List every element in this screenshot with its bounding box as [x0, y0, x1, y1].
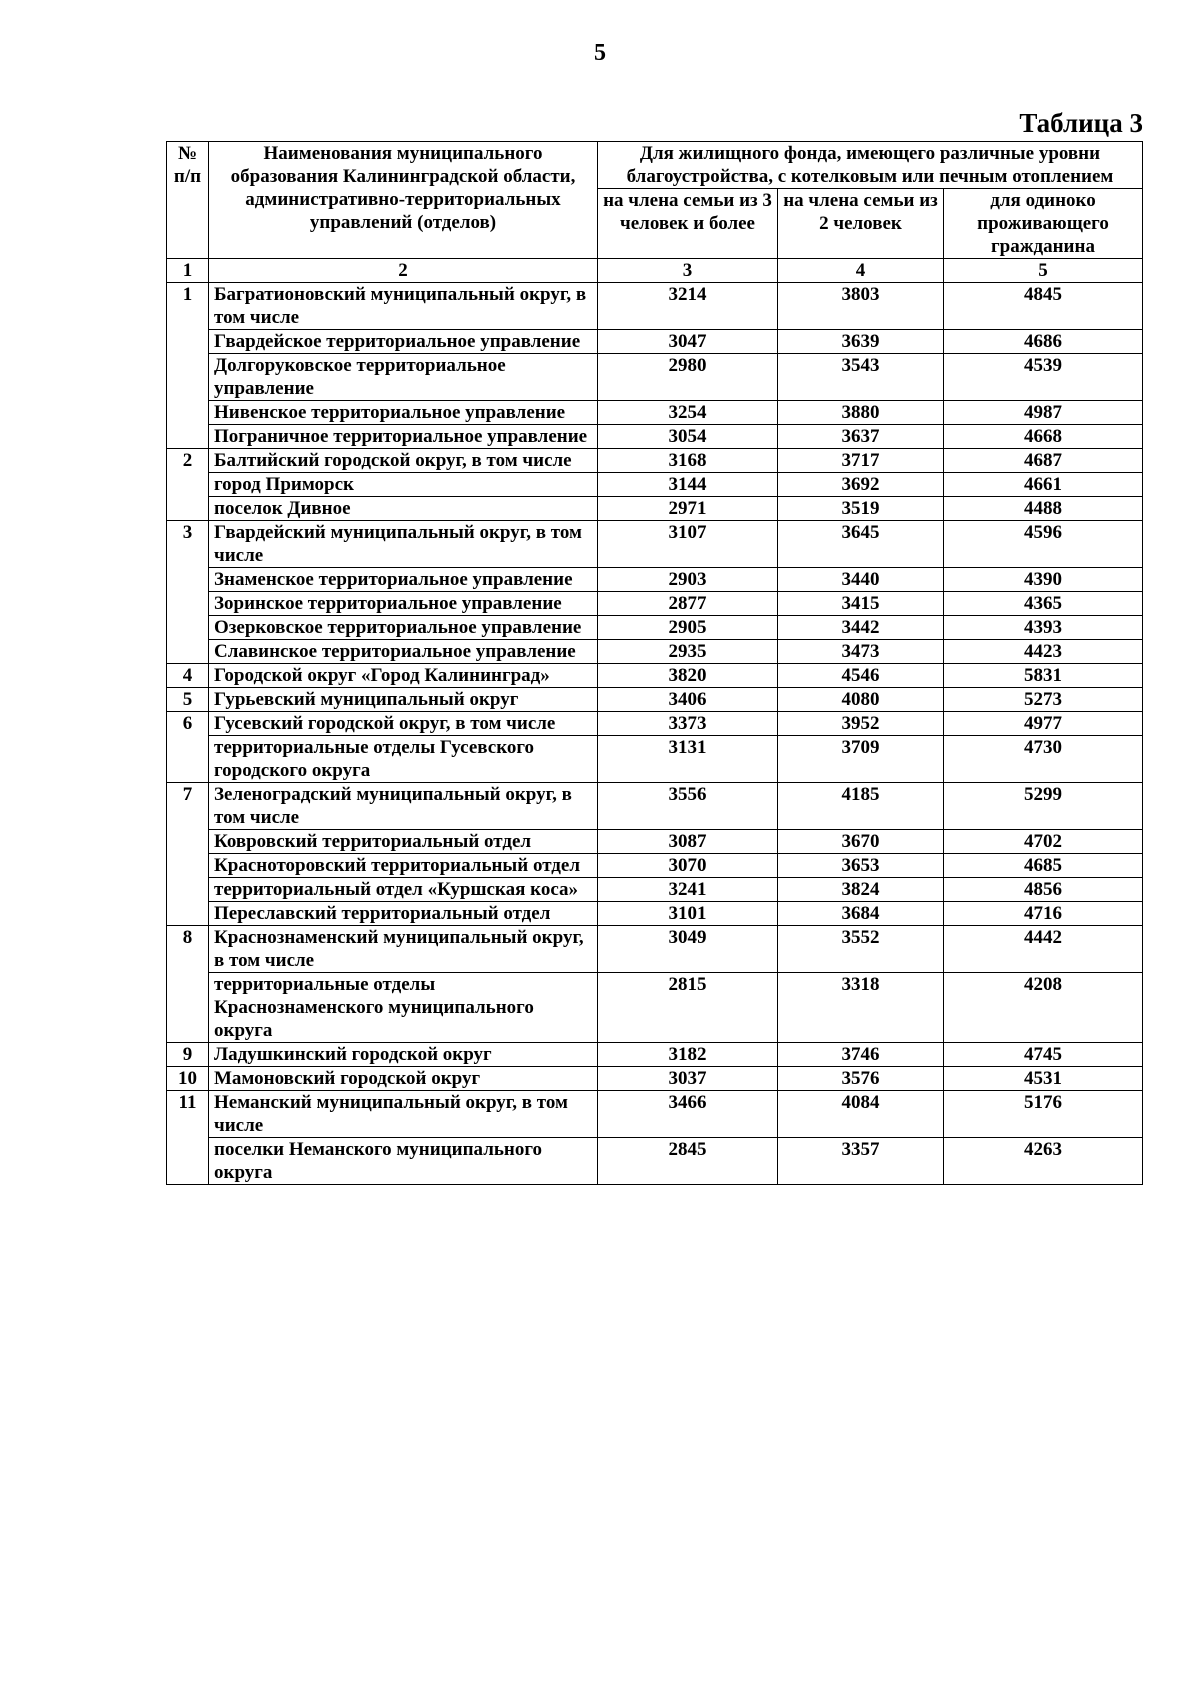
value-family-3plus: 3101 — [598, 902, 778, 926]
tariff-table — [166, 141, 1143, 1185]
value-family-3plus: 3214 — [598, 283, 778, 330]
row-number: 8 — [167, 926, 209, 1043]
municipality-name: Озерковское территориальное управление — [209, 616, 598, 640]
municipality-name: Зеленоградский муниципальный округ, в том числе — [209, 783, 598, 830]
value-single: 4488 — [944, 497, 1143, 521]
header-col3: на члена семьи из 3 человек и более — [598, 189, 778, 259]
value-family-2: 3692 — [778, 473, 944, 497]
row-number: 1 — [167, 283, 209, 449]
value-family-3plus: 3107 — [598, 521, 778, 568]
table-row — [167, 1138, 1143, 1185]
table-row — [167, 712, 1143, 736]
header-col5: для одиноко проживающего гражданина — [944, 189, 1143, 259]
value-single: 4977 — [944, 712, 1143, 736]
table-row — [167, 616, 1143, 640]
table-row — [167, 854, 1143, 878]
value-family-2: 4080 — [778, 688, 944, 712]
municipality-name: Нивенское территориальное управление — [209, 401, 598, 425]
value-family-3plus: 3820 — [598, 664, 778, 688]
value-family-3plus: 3047 — [598, 330, 778, 354]
value-single: 4661 — [944, 473, 1143, 497]
value-family-2: 3645 — [778, 521, 944, 568]
row-number: 9 — [167, 1043, 209, 1067]
value-family-3plus: 2903 — [598, 568, 778, 592]
table-row — [167, 878, 1143, 902]
column-number: 3 — [598, 259, 778, 283]
value-single: 4442 — [944, 926, 1143, 973]
value-family-3plus: 2845 — [598, 1138, 778, 1185]
municipality-name: поселок Дивное — [209, 497, 598, 521]
table-row — [167, 830, 1143, 854]
row-number: 11 — [167, 1091, 209, 1185]
value-family-3plus: 2877 — [598, 592, 778, 616]
value-family-2: 3576 — [778, 1067, 944, 1091]
table-row — [167, 902, 1143, 926]
value-single: 4745 — [944, 1043, 1143, 1067]
table-row — [167, 926, 1143, 973]
table-row — [167, 330, 1143, 354]
municipality-name: Знаменское территориальное управление — [209, 568, 598, 592]
municipality-name: территориальные отделы Гусевского городского округа — [209, 736, 598, 783]
value-single: 4208 — [944, 973, 1143, 1043]
municipality-name: Ковровский территориальный отдел — [209, 830, 598, 854]
value-family-2: 3637 — [778, 425, 944, 449]
value-family-2: 3717 — [778, 449, 944, 473]
value-family-2: 3746 — [778, 1043, 944, 1067]
column-number: 2 — [209, 259, 598, 283]
municipality-name: территориальные отделы Краснознаменского муниципального округа — [209, 973, 598, 1043]
value-single: 4685 — [944, 854, 1143, 878]
municipality-name: Гурьевский муниципальный округ — [209, 688, 598, 712]
value-single: 4845 — [944, 283, 1143, 330]
municipality-name: Пограничное территориальное управление — [209, 425, 598, 449]
municipality-name: Зоринское территориальное управление — [209, 592, 598, 616]
municipality-name: поселки Неманского муниципального округа — [209, 1138, 598, 1185]
table-row — [167, 568, 1143, 592]
municipality-name: Мамоновский городской округ — [209, 1067, 598, 1091]
column-number: 5 — [944, 259, 1143, 283]
value-family-2: 4185 — [778, 783, 944, 830]
row-number: 5 — [167, 688, 209, 712]
value-family-3plus: 3182 — [598, 1043, 778, 1067]
value-family-3plus: 3556 — [598, 783, 778, 830]
value-single: 4716 — [944, 902, 1143, 926]
value-family-3plus: 3054 — [598, 425, 778, 449]
value-family-3plus: 3406 — [598, 688, 778, 712]
header-name: Наименования муниципального образования Калининградской области, административно-территориальных управлений (отделов) — [209, 142, 598, 259]
value-family-2: 3880 — [778, 401, 944, 425]
value-single: 4856 — [944, 878, 1143, 902]
table-row — [167, 1091, 1143, 1138]
value-single: 4702 — [944, 830, 1143, 854]
value-family-3plus: 2815 — [598, 973, 778, 1043]
municipality-name: Славинское территориальное управление — [209, 640, 598, 664]
row-number: 10 — [167, 1067, 209, 1091]
value-family-2: 3653 — [778, 854, 944, 878]
table-caption: Таблица 3 — [1019, 108, 1143, 138]
value-family-2: 4546 — [778, 664, 944, 688]
table-row — [167, 783, 1143, 830]
value-single: 4687 — [944, 449, 1143, 473]
municipality-name: Неманский муниципальный округ, в том числе — [209, 1091, 598, 1138]
value-family-3plus: 3144 — [598, 473, 778, 497]
value-single: 4423 — [944, 640, 1143, 664]
municipality-name: Переславский территориальный отдел — [209, 902, 598, 926]
municipality-name: Багратионовский муниципальный округ, в том числе — [209, 283, 598, 330]
row-number: 7 — [167, 783, 209, 926]
value-family-2: 3824 — [778, 878, 944, 902]
row-number: 4 — [167, 664, 209, 688]
municipality-name: территориальный отдел «Куршская коса» — [209, 878, 598, 902]
value-family-2: 3318 — [778, 973, 944, 1043]
value-single: 4531 — [944, 1067, 1143, 1091]
municipality-name: Ладушкинский городской округ — [209, 1043, 598, 1067]
table-row — [167, 736, 1143, 783]
value-single: 4596 — [944, 521, 1143, 568]
value-family-3plus: 3254 — [598, 401, 778, 425]
value-family-3plus: 3087 — [598, 830, 778, 854]
value-family-3plus: 3037 — [598, 1067, 778, 1091]
value-family-2: 3519 — [778, 497, 944, 521]
value-single: 5299 — [944, 783, 1143, 830]
municipality-name: город Приморск — [209, 473, 598, 497]
municipality-name: Балтийский городской округ, в том числе — [209, 449, 598, 473]
value-family-3plus: 3241 — [598, 878, 778, 902]
table-row — [167, 664, 1143, 688]
column-number: 1 — [167, 259, 209, 283]
value-family-2: 3639 — [778, 330, 944, 354]
value-family-3plus: 3466 — [598, 1091, 778, 1138]
header-col4: на члена семьи из 2 человек — [778, 189, 944, 259]
table-row — [167, 592, 1143, 616]
value-single: 4987 — [944, 401, 1143, 425]
table-row — [167, 425, 1143, 449]
value-single: 4365 — [944, 592, 1143, 616]
value-family-2: 3803 — [778, 283, 944, 330]
table-row — [167, 497, 1143, 521]
value-single: 5176 — [944, 1091, 1143, 1138]
row-number: 2 — [167, 449, 209, 521]
value-family-3plus: 2935 — [598, 640, 778, 664]
value-family-2: 3684 — [778, 902, 944, 926]
municipality-name: Гвардейское территориальное управление — [209, 330, 598, 354]
value-family-2: 3473 — [778, 640, 944, 664]
value-family-2: 3440 — [778, 568, 944, 592]
value-family-3plus: 2905 — [598, 616, 778, 640]
municipality-name: Гусевский городской округ, в том числе — [209, 712, 598, 736]
value-family-2: 3543 — [778, 354, 944, 401]
column-numbers-row — [167, 259, 1143, 283]
header-num: № п/п — [167, 142, 209, 259]
table-row — [167, 1067, 1143, 1091]
table-row — [167, 283, 1143, 330]
column-number: 4 — [778, 259, 944, 283]
value-single: 4730 — [944, 736, 1143, 783]
table-row — [167, 521, 1143, 568]
value-single: 4686 — [944, 330, 1143, 354]
value-family-3plus: 3070 — [598, 854, 778, 878]
header-group: Для жилищного фонда, имеющего различные уровни благоустройства, с котелковым или печным отоплением — [598, 142, 1143, 189]
table-row — [167, 473, 1143, 497]
municipality-name: Краснознаменский муниципальный округ, в том числе — [209, 926, 598, 973]
value-family-3plus: 2980 — [598, 354, 778, 401]
row-number: 6 — [167, 712, 209, 783]
value-single: 4539 — [944, 354, 1143, 401]
value-family-2: 3709 — [778, 736, 944, 783]
value-single: 4390 — [944, 568, 1143, 592]
value-family-2: 3357 — [778, 1138, 944, 1185]
table-body — [167, 259, 1143, 1185]
value-family-2: 3670 — [778, 830, 944, 854]
municipality-name: Гвардейский муниципальный округ, в том числе — [209, 521, 598, 568]
value-family-3plus: 3131 — [598, 736, 778, 783]
value-family-3plus: 2971 — [598, 497, 778, 521]
municipality-name: Долгоруковское территориальное управление — [209, 354, 598, 401]
value-family-2: 3415 — [778, 592, 944, 616]
table-row — [167, 449, 1143, 473]
value-family-2: 4084 — [778, 1091, 944, 1138]
page-number: 5 — [594, 40, 606, 66]
row-number: 3 — [167, 521, 209, 664]
table-row — [167, 973, 1143, 1043]
value-family-3plus: 3049 — [598, 926, 778, 973]
value-family-3plus: 3373 — [598, 712, 778, 736]
table-row — [167, 1043, 1143, 1067]
table-header-row — [167, 142, 1143, 189]
value-single: 4263 — [944, 1138, 1143, 1185]
value-single: 5831 — [944, 664, 1143, 688]
value-family-2: 3952 — [778, 712, 944, 736]
municipality-name: Красноторовский территориальный отдел — [209, 854, 598, 878]
table-row — [167, 640, 1143, 664]
table-row — [167, 688, 1143, 712]
value-single: 4393 — [944, 616, 1143, 640]
value-single: 4668 — [944, 425, 1143, 449]
value-family-2: 3552 — [778, 926, 944, 973]
value-family-3plus: 3168 — [598, 449, 778, 473]
table-row — [167, 401, 1143, 425]
municipality-name: Городской округ «Город Калининград» — [209, 664, 598, 688]
value-single: 5273 — [944, 688, 1143, 712]
value-family-2: 3442 — [778, 616, 944, 640]
table-row — [167, 354, 1143, 401]
